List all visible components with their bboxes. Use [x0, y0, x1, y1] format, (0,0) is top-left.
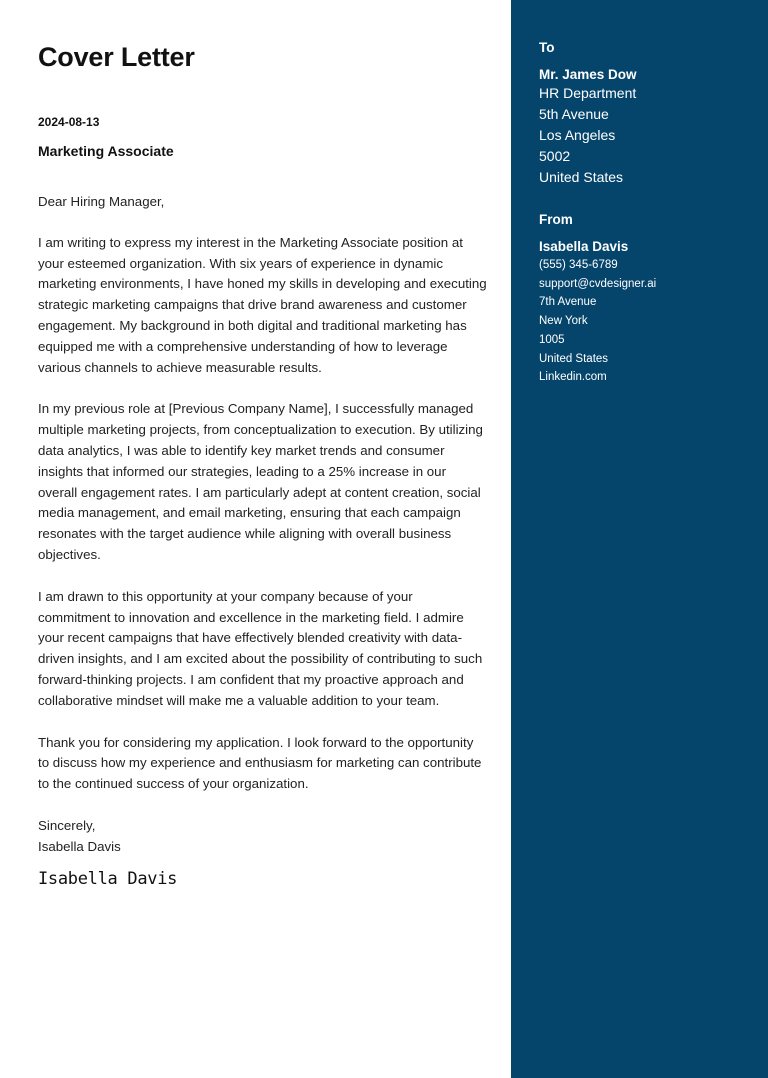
sender-linkedin[interactable]: Linkedin.com [539, 371, 607, 384]
sender-city: New York [539, 315, 588, 328]
sender-street: 7th Avenue [539, 296, 597, 309]
recipient-heading: To [539, 40, 555, 55]
signature: Isabella Davis [38, 869, 178, 889]
recipient-country: United States [539, 169, 624, 185]
sender-heading: From [539, 212, 573, 227]
sender-block [539, 212, 759, 387]
recipient-block [539, 40, 759, 188]
closing-name: Isabella Davis [38, 838, 121, 854]
sender-name: Isabella Davis [539, 239, 629, 254]
paragraph-1: I am writing to express my interest in the Marketing Associate position at your esteemed organization. With six years of experience in dynamic marketing environments, I have honed my skills in developing and executing strategic marketing campaigns that drive brand awareness and customer engagement. My background in both digital and traditional marketing has equipped me with a comprehensive understanding of how to leverage various channels to achieve measurable results. [38, 234, 487, 375]
recipient-address [539, 83, 759, 188]
recipient-name: Mr. James Dow [539, 67, 637, 82]
paragraph-3: I am drawn to this opportunity at your company because of your commitment to innovation and excellence in the marketing field. I admire your recent campaigns that have effectively blended creativity with data-driven insights, and I am excited about the possibility of contributing to such forward-thinking projects. I am confident that my proactive approach and collaborative mindset will make me a valuable addition to your team. [38, 588, 483, 708]
page-title: Cover Letter [38, 42, 195, 72]
recipient-street: 5th Avenue [539, 106, 609, 122]
contact-sidebar [511, 0, 768, 1078]
letter-date: 2024-08-13 [38, 115, 100, 129]
recipient-department: HR Department [539, 85, 637, 101]
position-title: Marketing Associate [38, 143, 174, 159]
sender-details [539, 256, 759, 387]
sender-email[interactable]: support@cvdesigner.ai [539, 277, 657, 290]
closing: Sincerely, [38, 817, 96, 833]
salutation: Dear Hiring Manager, [38, 194, 165, 209]
sender-country: United States [539, 352, 609, 365]
recipient-city: Los Angeles [539, 127, 616, 143]
letter-body [38, 192, 488, 858]
paragraph-4: Thank you for considering my application. I look forward to the opportunity to discuss how my experience and enthusiasm for marketing can contribute to the continued success of your organization. [38, 734, 482, 792]
sender-zip: 1005 [539, 333, 565, 346]
sender-phone: (555) 345-6789 [539, 259, 618, 271]
paragraph-2: In my previous role at [Previous Company Name], I successfully managed multiple marketing projects, from conceptualization to execution. By utilizing data analytics, I was able to identify key market trends and consumer insights that informed our strategies, leading to a 25% increase in our overall engagement rates. I am particularly adept at content creation, social media management, and email marketing, ensuring that each campaign resonates with the target audience while aligning with overall business objectives. [38, 401, 483, 562]
recipient-zip: 5002 [539, 148, 571, 164]
